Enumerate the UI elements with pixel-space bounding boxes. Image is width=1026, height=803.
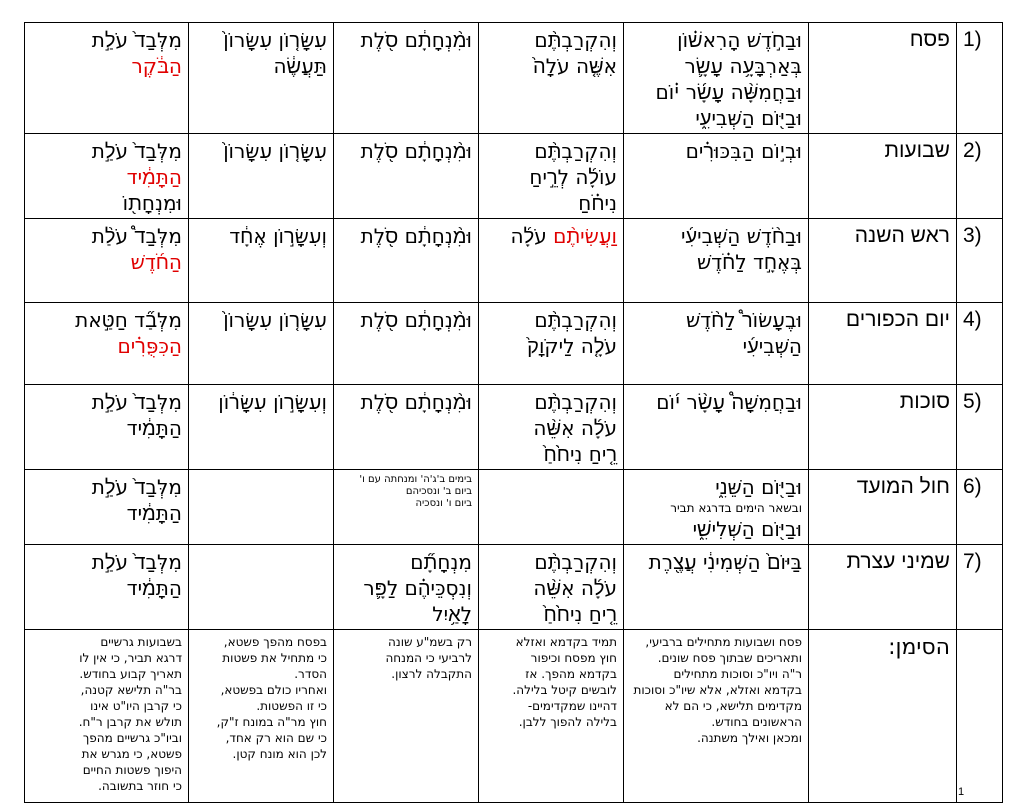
milvad-verse-line-text: מִלְּבַד֙ עֹלַ֣ת bbox=[91, 390, 182, 414]
row-number-cell bbox=[957, 385, 1003, 470]
olah-verse-cell bbox=[479, 23, 624, 134]
day-verse-cell bbox=[624, 134, 809, 219]
siman-olah-notes bbox=[479, 630, 624, 803]
isaron-verse-line: וְעִשָּׂר֣וֹן אֶחָ֔ד bbox=[229, 224, 327, 248]
olah-verse-line-text: וְהִקְרַבְתֶּ֨ם bbox=[534, 390, 617, 414]
olah-verse-line bbox=[485, 389, 617, 415]
siman-label: הסימן: bbox=[888, 635, 950, 660]
siman-note-line: כי חוזר בתשובה. bbox=[98, 779, 182, 793]
olah-verse-cell bbox=[479, 303, 624, 385]
mincha-verse-cell bbox=[334, 545, 479, 630]
day-verse-line: בְּאֶחָ֣ד לַחֹ֗דֶשׁ bbox=[697, 250, 802, 274]
olah-verse-line-text: וְהִקְרַבְתֶּ֨ם bbox=[534, 308, 617, 332]
milvad-verse-line bbox=[31, 138, 182, 164]
olah-verse-line bbox=[485, 27, 617, 53]
siman-note-line: כי שם הוא רק אחד, bbox=[225, 731, 327, 745]
olah-verse-cell bbox=[479, 385, 624, 470]
day-verse-cell bbox=[624, 545, 809, 630]
mincha-note-line: בימים ב'ג'ה' ומנחתה עם ו' bbox=[359, 474, 472, 485]
siman-note-line: ואחריו כולם בפשטא, bbox=[220, 683, 327, 697]
milvad-verse-line-text: מִלְּבַד֙ עֹלַ֣ת bbox=[91, 550, 182, 574]
mincha-verse-line: וּמִ֨נְחָתָ֔ם סֹ֖לֶת bbox=[360, 308, 472, 332]
day-verse-line: הַשְּׁבִיעִ֜י bbox=[742, 334, 802, 358]
milvad-verse-line bbox=[31, 474, 182, 500]
holidays-table bbox=[24, 22, 1003, 803]
holiday-name-cell bbox=[809, 303, 957, 385]
olah-verse-line-text: וַעֲשִׂיתֶ֨ם bbox=[553, 224, 617, 248]
milvad-verse-line bbox=[31, 190, 182, 216]
day-verse-line: וּבֶעָשׂוֹר֩ לַחֹ֨דֶשׁ bbox=[685, 308, 802, 332]
olah-verse-line bbox=[485, 415, 617, 441]
table-row bbox=[25, 23, 1003, 134]
milvad-verse-line bbox=[31, 27, 182, 53]
olah-verse-line-text: וְהִקְרַבְתֶּ֨ם bbox=[534, 139, 617, 163]
holiday-name-cell bbox=[809, 219, 957, 303]
siman-note-line: כי מתחיל את פשטות bbox=[222, 651, 327, 665]
milvad-verse-line-text: מִלְּבַד֙ עֹלַ֣ת bbox=[91, 28, 182, 52]
isaron-verse-cell bbox=[189, 385, 334, 470]
siman-row bbox=[25, 630, 1003, 803]
day-verse-line: וּבַיּ֖וֹם הַשְּׁבִיעִ֑י bbox=[695, 106, 802, 130]
olah-verse-line-text: עֹלָ֜ה אִשֵּׁ֨ה bbox=[533, 576, 617, 600]
isaron-verse-line: עִשָּׂר֤וֹן עִשָּׂרוֹן֙ bbox=[223, 139, 327, 163]
olah-verse-line-text: עוֹלָ֜ה לְרֵ֣יחַ bbox=[529, 165, 617, 189]
siman-note-line: הסדר. bbox=[294, 667, 327, 681]
holiday-name-cell bbox=[809, 385, 957, 470]
olah-verse-cell bbox=[479, 470, 624, 545]
mincha-verse-cell bbox=[334, 470, 479, 545]
table-row bbox=[25, 545, 1003, 630]
milvad-verse-line bbox=[31, 389, 182, 415]
siman-note-line: ומכאן ואילך משתנה. bbox=[697, 731, 802, 745]
holiday-name: חול המועד bbox=[856, 475, 950, 498]
siman-note-line: לובשים קיטל בלילה. bbox=[512, 683, 617, 697]
siman-note-line: לרביעי כי המנחה bbox=[385, 651, 472, 665]
table-body bbox=[25, 23, 1003, 803]
milvad-verse-cell bbox=[25, 303, 189, 385]
olah-verse-line-text: וְהִקְרַבְתֶּ֨ם bbox=[534, 28, 617, 52]
olah-verse-line-text: עֹלָ֜ה אִשֵּׁ֨ה bbox=[533, 416, 617, 440]
siman-note-line: בקדמא ואזלא, אלא שיו"כ וסוכות bbox=[633, 683, 802, 697]
milvad-verse-line bbox=[31, 333, 182, 359]
mincha-verse-line: וּמִ֨נְחָתָ֔ם סֹ֖לֶת bbox=[360, 139, 472, 163]
row-number-cell bbox=[957, 23, 1003, 134]
mincha-note-line: ביום ו' ונסכיה bbox=[415, 498, 472, 509]
day-verse-line: בְּאַרְבָּעָ֥ה עָשָׂ֛ר bbox=[684, 54, 802, 78]
milvad-verse-line bbox=[31, 549, 182, 575]
isaron-verse-cell bbox=[189, 219, 334, 303]
milvad-verse-line-text: מִלְּבַ֞ד חַטַּ֣את bbox=[75, 308, 182, 332]
isaron-verse-cell bbox=[189, 545, 334, 630]
milvad-verse-line-text: הַכִּפֻּרִ֗ים bbox=[117, 334, 182, 358]
mincha-verse-line: וּמִ֨נְחָתָ֔ם סֹ֖לֶת bbox=[360, 390, 472, 414]
row-number: 7) bbox=[963, 550, 982, 573]
isaron-verse-cell bbox=[189, 303, 334, 385]
olah-verse-line-suffix: עֹלָ֜ה bbox=[510, 224, 554, 248]
mincha-verse-cell bbox=[334, 219, 479, 303]
siman-note-line: כי זו הפשטות. bbox=[256, 699, 327, 713]
milvad-verse-cell bbox=[25, 385, 189, 470]
mincha-verse-line: וּמִ֨נְחָתָ֔ם סֹ֖לֶת bbox=[360, 28, 472, 52]
olah-verse-line-text: נִיחֹ֗חַ bbox=[578, 191, 617, 215]
row-number: 3) bbox=[963, 224, 982, 247]
olah-verse-cell bbox=[479, 219, 624, 303]
milvad-verse-cell bbox=[25, 23, 189, 134]
isaron-verse-cell bbox=[189, 134, 334, 219]
day-verse-line: וּבַיּ֖וֹם הַשְּׁלִישִׁ֑י bbox=[692, 517, 802, 541]
siman-note-line: ר"ה ויו"כ וסוכות מתחילים bbox=[673, 667, 802, 681]
siman-note-line: רק בשמ"ע שונה bbox=[388, 635, 472, 649]
siman-note-line: תמיד בקדמא ואזלא bbox=[515, 635, 617, 649]
holiday-name: יום הכפורים bbox=[845, 308, 950, 331]
siman-day-notes bbox=[624, 630, 809, 803]
milvad-verse-line bbox=[31, 223, 182, 249]
day-verse-line: וּבַחֲמִשָּׁה֩ עָשָׂ֨ר י֜וֹם bbox=[656, 390, 802, 414]
olah-verse-line bbox=[485, 333, 617, 359]
mincha-verse-cell bbox=[334, 134, 479, 219]
siman-note-line: הראשונים בחודש. bbox=[711, 715, 802, 729]
row-number: 2) bbox=[963, 139, 982, 162]
day-verse-line: ובשאר הימים בדרגא תביר bbox=[670, 501, 802, 515]
siman-note-line: דרגא תביר, כי אין לו bbox=[79, 651, 182, 665]
table-row bbox=[25, 385, 1003, 470]
holiday-name: פסח bbox=[909, 28, 950, 51]
siman-note-line: לכן הוא מונח קטן. bbox=[232, 747, 327, 761]
milvad-verse-line-text: הַבֹּ֔קֶר bbox=[131, 54, 182, 78]
siman-empty-cell bbox=[957, 630, 1003, 803]
milvad-verse-line-text: מִלְּבַד֙ עֹלַ֣ת bbox=[91, 475, 182, 499]
holiday-name-cell bbox=[809, 470, 957, 545]
siman-note-line: וביו"כ גרשיים מהפך bbox=[82, 731, 182, 745]
siman-note-line: כי קרבן היו"ט אינו bbox=[90, 699, 182, 713]
siman-milvad-notes bbox=[25, 630, 189, 803]
olah-verse-line bbox=[485, 441, 617, 467]
siman-note-line: פשטא, כי מגרש את bbox=[81, 747, 182, 761]
mincha-verse-line: וְנִסְכֵּיהֶ֗ם לַפָּ֛ר bbox=[363, 576, 472, 600]
row-number-cell bbox=[957, 545, 1003, 630]
mincha-verse-line: מִנְחָתָ֞ם bbox=[410, 550, 472, 574]
mincha-verse-line: וּמִ֨נְחָתָ֔ם סֹ֖לֶת bbox=[360, 224, 472, 248]
siman-note-line: חוץ מר"ה במונח ז"ק, bbox=[216, 715, 327, 729]
holiday-name: סוכות bbox=[899, 390, 950, 413]
siman-note-line: בקדמא מהפך. אז bbox=[525, 667, 617, 681]
siman-note-line: היפוך פשטות החיים bbox=[82, 763, 182, 777]
olah-verse-line bbox=[485, 164, 617, 190]
day-verse-line: בַּיּוֹם֙ הַשְּׁמִינִ֔י עֲצֶ֖רֶת bbox=[648, 550, 802, 574]
siman-note-line: פסח ושבועות מתחילים ברביעי, bbox=[645, 635, 802, 649]
mincha-verse-cell bbox=[334, 23, 479, 134]
day-verse-line: וּבַיּ֖וֹם הַשֵּׁנִ֑י bbox=[715, 475, 802, 499]
olah-verse-line bbox=[485, 190, 617, 216]
row-number: 1) bbox=[963, 28, 982, 51]
siman-note-line: תולש את קרבן ר"ח. bbox=[78, 715, 182, 729]
day-verse-cell bbox=[624, 219, 809, 303]
day-verse-line: וּבַחֹ֣דֶשׁ הָרִאשׁ֗וֹן bbox=[677, 28, 802, 52]
milvad-verse-cell bbox=[25, 545, 189, 630]
holiday-name-cell bbox=[809, 23, 957, 134]
olah-verse-line bbox=[485, 223, 617, 249]
day-verse-line: וּבְי֣וֹם הַבִּכּוּרִ֗ים bbox=[685, 139, 802, 163]
milvad-verse-line bbox=[31, 307, 182, 333]
milvad-verse-line bbox=[31, 575, 182, 601]
row-number-cell bbox=[957, 303, 1003, 385]
olah-verse-line bbox=[485, 575, 617, 601]
milvad-verse-line-text: הַתָּמִ֔יד bbox=[126, 416, 182, 440]
holiday-name: שבועות bbox=[884, 139, 950, 162]
day-verse-cell bbox=[624, 470, 809, 545]
row-number-cell bbox=[957, 470, 1003, 545]
row-number: 5) bbox=[963, 390, 982, 413]
siman-note-line: התקבלה לרצון. bbox=[391, 667, 472, 681]
milvad-verse-line-text: וּמִנְחָת֖וֹ bbox=[122, 191, 182, 215]
milvad-verse-line bbox=[31, 53, 182, 79]
olah-verse-line bbox=[485, 601, 617, 627]
row-number: 6) bbox=[963, 475, 982, 498]
siman-note-line: מקדימים תלישא, כי הם לא bbox=[664, 699, 802, 713]
olah-verse-line-text: רֵ֤יחַ נִיחֹ֙חַ֙ bbox=[543, 442, 617, 466]
olah-verse-cell bbox=[479, 545, 624, 630]
olah-verse-line-text: רֵ֤יחַ נִיחֹ֙חַ֙ bbox=[543, 602, 617, 626]
mincha-note-line: ביום ב' ונסכיהם bbox=[405, 486, 472, 497]
isaron-verse-line: עִשָּׂר֤וֹן עִשָּׂרוֹן֙ bbox=[223, 308, 327, 332]
olah-verse-line bbox=[485, 307, 617, 333]
milvad-verse-line bbox=[31, 249, 182, 275]
holiday-name-cell bbox=[809, 545, 957, 630]
olah-verse-cell bbox=[479, 134, 624, 219]
olah-verse-line-text: עֹלָ֤ה לַיקֹוָק֙ bbox=[527, 334, 617, 358]
day-verse-line: וּבַחֲמִשָּׁ֨ה עָשָׂ֜ר י֗וֹם bbox=[655, 80, 802, 104]
milvad-verse-line-text: מִלְּבַד֩ עֹלַ֨ת bbox=[91, 224, 182, 248]
mincha-verse-line: לָאַ֥יִל bbox=[432, 602, 472, 626]
milvad-verse-cell bbox=[25, 470, 189, 545]
siman-note-line: בפסח מהפך פשטא, bbox=[223, 635, 327, 649]
milvad-verse-line bbox=[31, 164, 182, 190]
siman-note-line: בר"ה תלישא קטנה, bbox=[80, 683, 182, 697]
siman-note-line: בשבועות גרשיים bbox=[100, 635, 182, 649]
table-row bbox=[25, 134, 1003, 219]
siman-note-line: בלילה להפוך ללבן. bbox=[518, 715, 617, 729]
siman-label-cell bbox=[809, 630, 957, 803]
milvad-verse-line-text: הַתָּמִ֔יד bbox=[126, 576, 182, 600]
siman-isaron-notes bbox=[189, 630, 334, 803]
row-number-cell bbox=[957, 134, 1003, 219]
row-number-cell bbox=[957, 219, 1003, 303]
milvad-verse-line-text: מִלְּבַד֙ עֹלַ֣ת bbox=[91, 139, 182, 163]
milvad-verse-cell bbox=[25, 134, 189, 219]
olah-verse-line-text: אִשֶּׁ֤ה עֹלָה֙ bbox=[533, 54, 617, 78]
isaron-verse-line: וְעִשָּׂר֣וֹן עִשָּׂר֔וֹן bbox=[218, 390, 327, 414]
olah-verse-line-text: וְהִקְרַבְתֶּ֨ם bbox=[534, 550, 617, 574]
table-row bbox=[25, 219, 1003, 303]
milvad-verse-line-text: הַתָּמִ֔יד bbox=[126, 501, 182, 525]
mincha-verse-cell bbox=[334, 303, 479, 385]
page-marker: 1 bbox=[958, 786, 965, 798]
olah-verse-line bbox=[485, 549, 617, 575]
milvad-verse-line-text: הַחֹ֜דֶשׁ bbox=[130, 250, 182, 274]
holiday-name-cell bbox=[809, 134, 957, 219]
day-verse-cell bbox=[624, 385, 809, 470]
day-verse-line: וּבַחֹ֨דֶשׁ הַשְּׁבִיעִ֜י bbox=[680, 224, 802, 248]
milvad-verse-line-text: הַתָּמִ֔יד bbox=[126, 165, 182, 189]
milvad-verse-cell bbox=[25, 219, 189, 303]
olah-verse-line bbox=[485, 138, 617, 164]
siman-note-line: ותאריכים שבתוך פסח שונים. bbox=[657, 651, 802, 665]
table-row bbox=[25, 470, 1003, 545]
siman-mincha-notes bbox=[334, 630, 479, 803]
isaron-verse-cell bbox=[189, 23, 334, 134]
milvad-verse-line bbox=[31, 415, 182, 441]
holiday-name: ראש השנה bbox=[854, 224, 950, 247]
holiday-name: שמיני עצרת bbox=[846, 550, 950, 573]
isaron-verse-cell bbox=[189, 470, 334, 545]
siman-note-line: חוץ מפסח וכיפור bbox=[530, 651, 617, 665]
isaron-verse-line: תַּעֲשֶׂ֔ה bbox=[273, 54, 327, 78]
row-number: 4) bbox=[963, 308, 982, 331]
mincha-verse-cell bbox=[334, 385, 479, 470]
day-verse-cell bbox=[624, 23, 809, 134]
milvad-verse-line bbox=[31, 500, 182, 526]
isaron-verse-line: עִשָּׂר֤וֹן עִשָּׂרוֹן֙ bbox=[223, 28, 327, 52]
siman-note-line: תאריך קבוע בחודש. bbox=[79, 667, 182, 681]
day-verse-cell bbox=[624, 303, 809, 385]
table-row bbox=[25, 303, 1003, 385]
siman-note-line: דהיינו שמקדימים- bbox=[527, 699, 617, 713]
olah-verse-line bbox=[485, 53, 617, 79]
